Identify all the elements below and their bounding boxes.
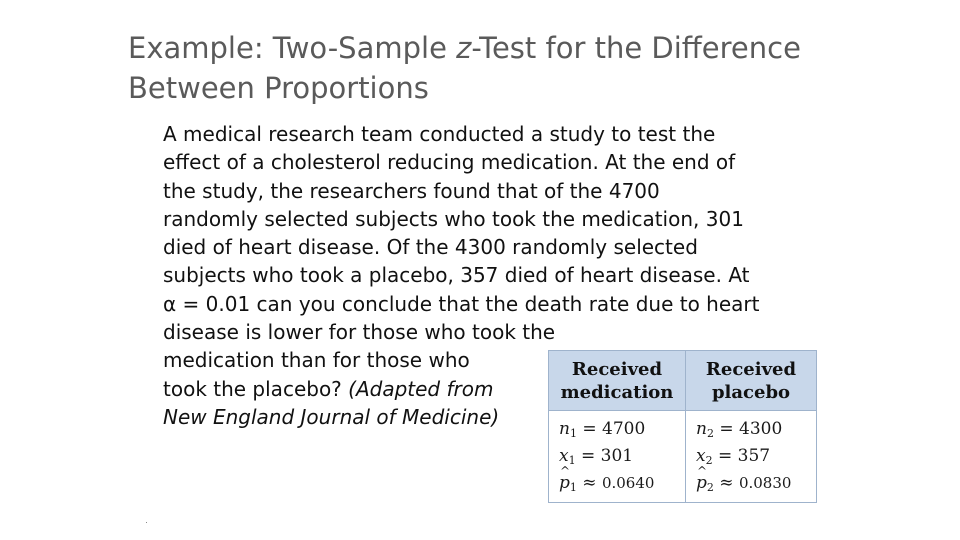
sample-data-table [548,350,817,503]
stat-p2: ^ $p_2 \approx 0.0830$ [696,472,808,499]
body-line-text: took the placebo? [163,376,349,401]
body-line: the study, the researchers found that of the 4700 [163,178,660,203]
citation-line: New England Journal of Medicine) [163,404,500,429]
body-line: subjects who took a placebo, 357 died of heart disease. At [163,263,750,288]
medication-stats-cell [549,411,686,503]
header-received-medication: Received medication [549,351,686,411]
body-line: A medical research team conducted a study to test the [163,122,716,146]
stat-n1: $n_1 = 4700$ [559,419,646,440]
title-text-line2: Between Proportions [128,71,429,105]
slide-marker-dot [146,522,147,523]
body-line: effect of a cholesterol reducing medication. At the end of [163,150,736,175]
body-line: medication than for those who [163,348,470,373]
title-text-part1: Example: Two-Sample [128,31,457,65]
stat-x2: $x_2 = 357$ [696,446,771,467]
citation-text: (Adapted from [348,376,494,401]
stat-p1: ^ $p_1 \approx 0.0640$ [559,472,677,499]
slide-title [128,28,848,108]
stat-n2: $n_2 = 4300$ [696,419,783,440]
body-line: disease is lower for those who took the [163,320,556,345]
title-z-symbol: z [456,31,472,65]
header-received-placebo: Received placebo [686,351,817,411]
stat-x1: $x_1 = 301$ [559,446,634,467]
title-text-part2: -Test for the Difference [471,31,801,65]
placebo-stats-cell [686,411,817,503]
body-line: died of heart disease. Of the 4300 randomly selected [163,235,698,260]
body-line: randomly selected subjects who took the medication, 301 [163,206,744,231]
body-line: α = 0.01 can you conclude that the death rate due to heart [163,291,760,316]
